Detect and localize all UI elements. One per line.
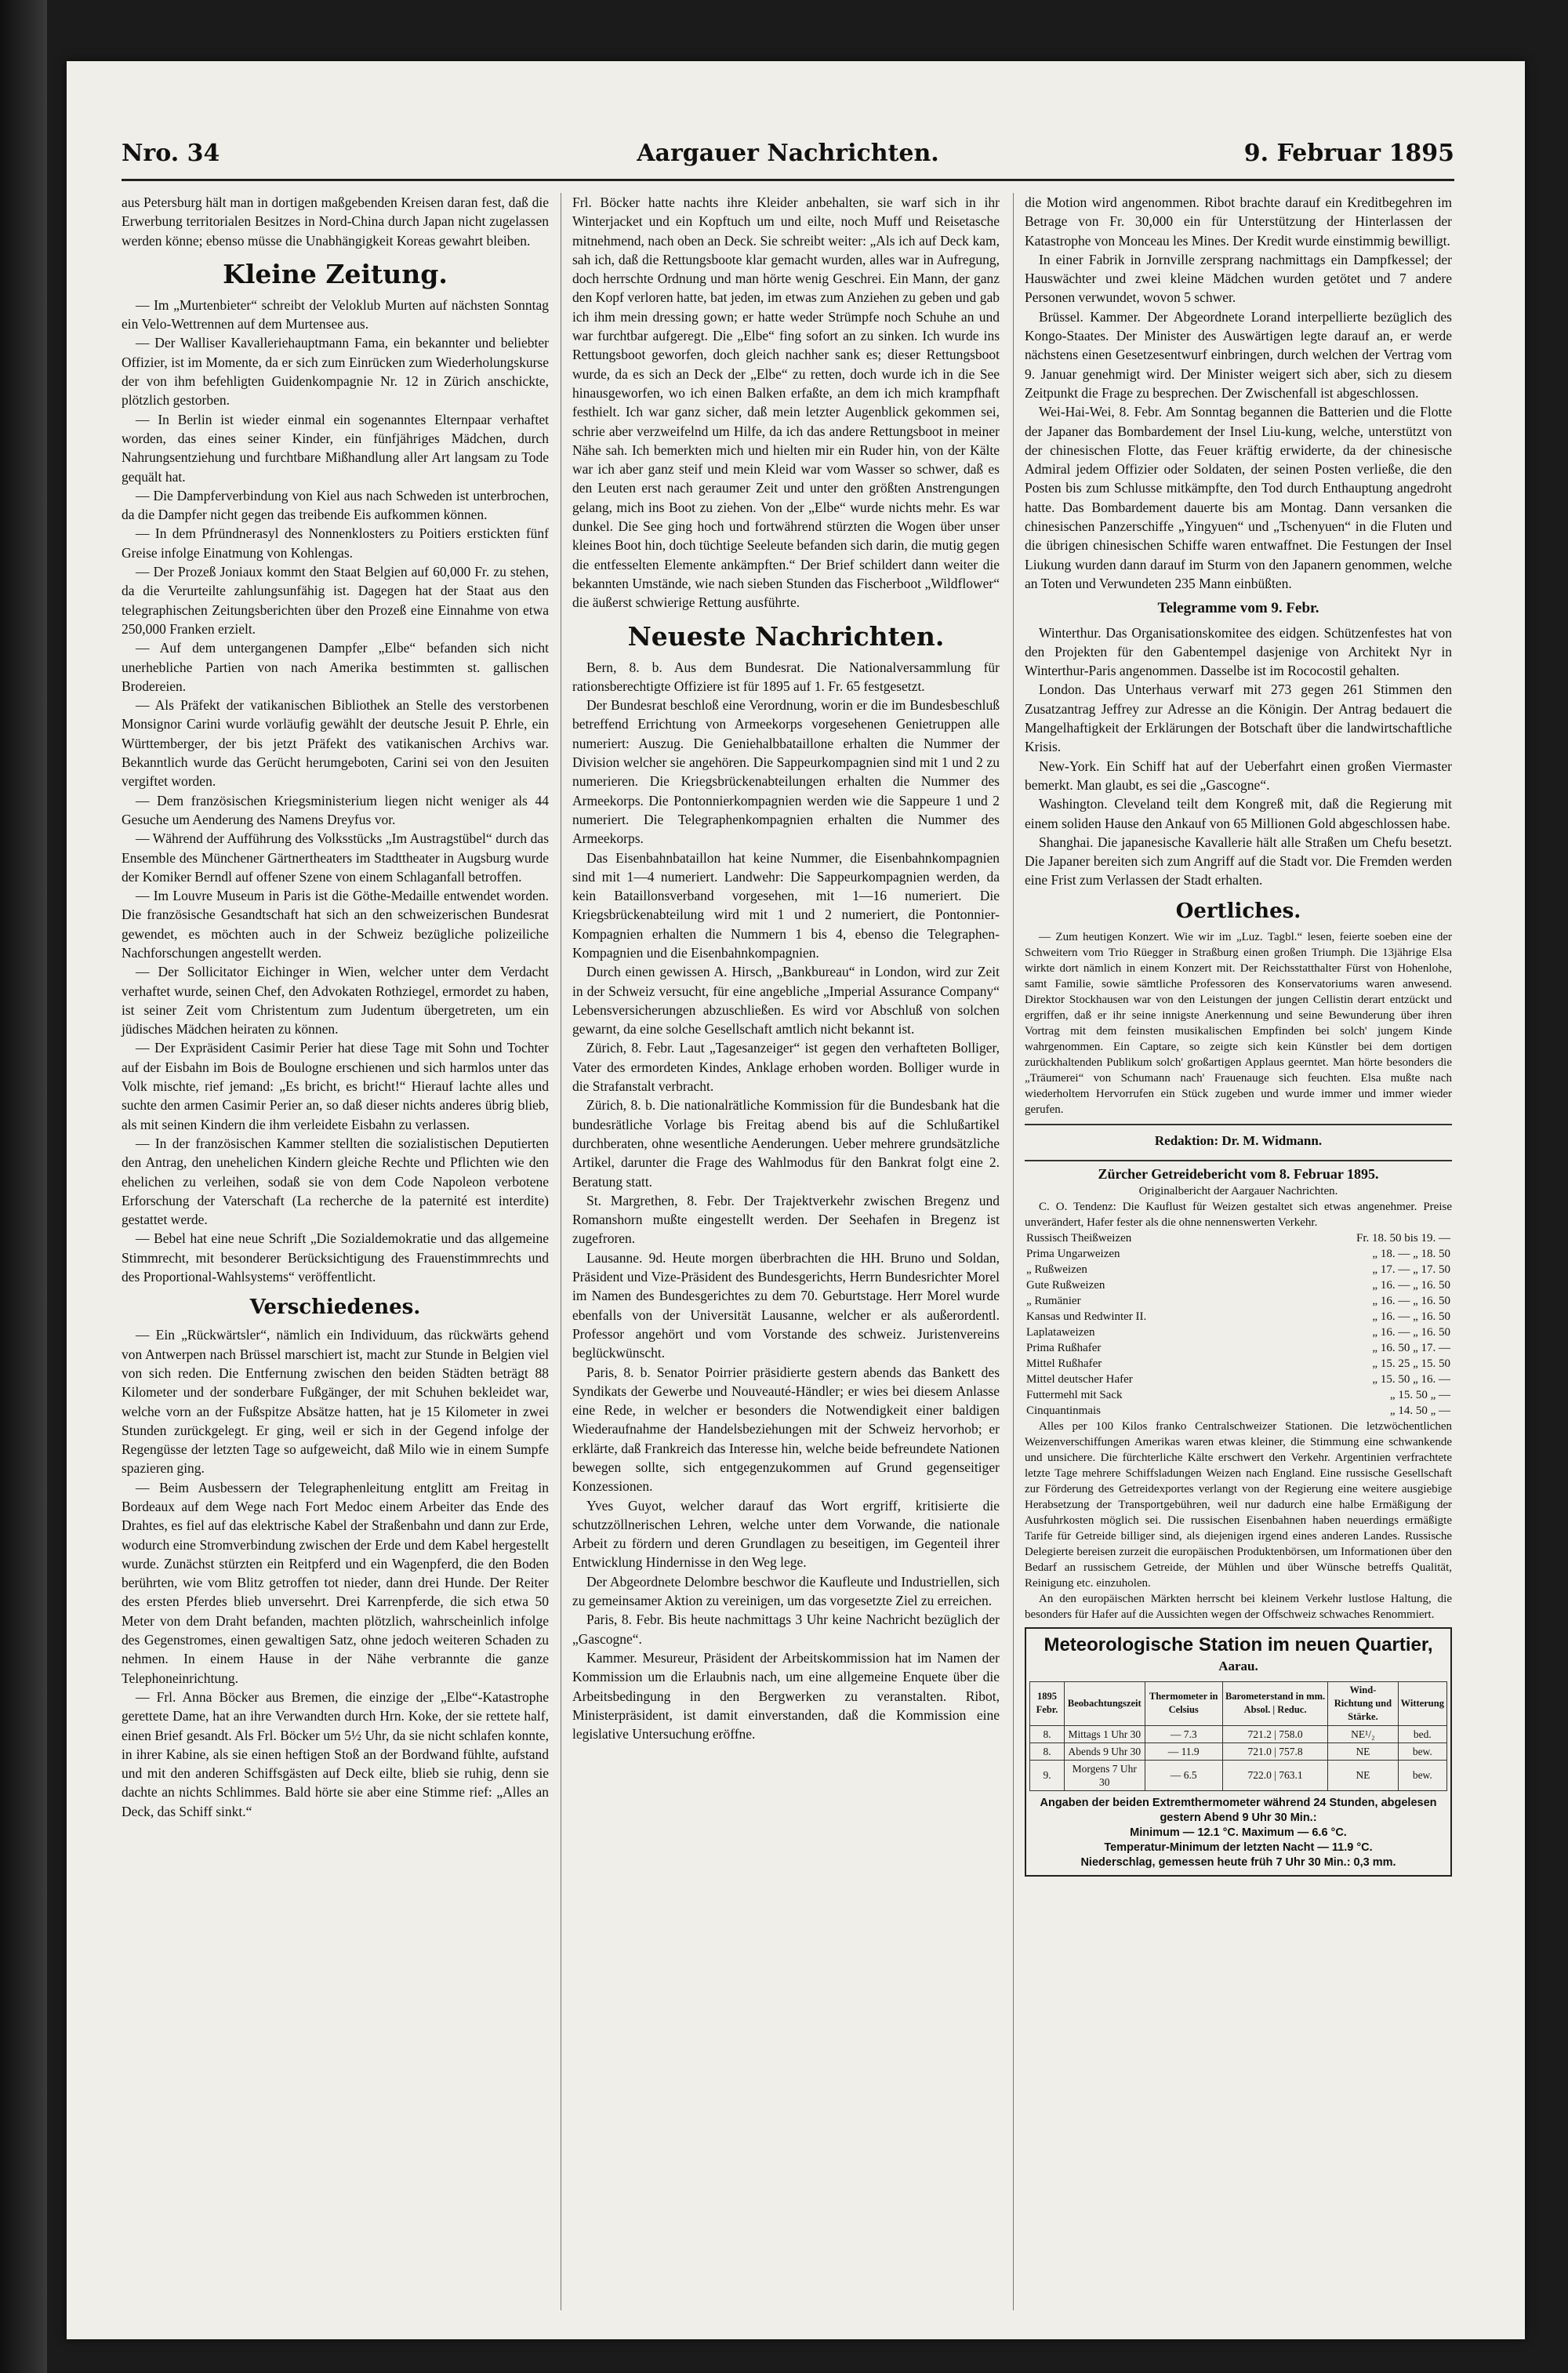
weather-station-box	[1025, 1627, 1452, 1876]
news-item: In einer Fabrik in Jornville zersprang nachmittags ein Dampfkessel; der Hauswächter und zwei kleine Mädchen wurden getötet und 7 andere Personen verwundet, wovon 5 schwer.	[1025, 251, 1452, 306]
news-item: — In Berlin ist wieder einmal ein sogenanntes Elternpaar verhaftet worden, das eines seiner Kinder, ein fünfjähriges Mädchen, durch Nahrungsentziehung und furchtbare Mißhandlung aller Art langsam zu Tode gequält hat.	[122, 411, 549, 485]
weather-cell: 9.	[1030, 1760, 1065, 1790]
grain-report-title: Zürcher Getreidebericht vom 8. Februar 1895.	[1098, 1165, 1379, 1182]
grain-row	[1025, 1372, 1452, 1387]
news-item: Paris, 8. b. Senator Poirrier präsidierte gestern abends das Bankett des Syndikats der Gewerbe und Nouveauté-Händler; er wies bei diesem Anlasse eine Rede, in welcher er besonders die Notwendigkeit einer baldigen Wiederaufnahme der Handelsbeziehungen mit der Schweiz hervorhob; er erklärte, daß Frankreich das Interesse hin, welche beide befreundete Nationen bewegen sollte, sich entgegenzukommen auf Grund gegenseitiger Konzessionen.	[572, 1364, 1000, 1495]
grain-name: Kansas und Redwinter II.	[1026, 1310, 1147, 1324]
news-item: — Der Walliser Kavalleriehauptmann Fama, ein bekannter und beliebter Offizier, ist im Momente, da er sich zum Einrücken zum Wiederholungskurse der von ihm befehligten Guidenkompagnie Nr. 12 in Zürich anschickte, plötzlich gestorben.	[122, 335, 549, 409]
grain-price: „ 17. — „ 17. 50	[1372, 1263, 1450, 1277]
grain-row	[1025, 1230, 1452, 1246]
weather-note: Angaben der beiden Extremthermometer während 24 Stunden, abgelesen gestern Abend 9 Uhr 30 Min.:	[1040, 1796, 1437, 1824]
section-title-neueste-nachrichten: Neueste Nachrichten.	[627, 620, 945, 652]
grain-row	[1025, 1325, 1452, 1340]
column-rule	[1013, 193, 1014, 2310]
news-item: Der Bundesrat beschloß eine Verordnung, worin er die im Bundesbeschluß betreffend Errichtung von Armeekorps vorgesehenen Genietruppen alle numeriert: Auszug. Die Geniehalbbataillone erhalten die Nummer der Division welcher sie angehören. Die Sappeurkompagnien sind mit 1 und 2 zu numerieren. Die Kriegsbrückenabteilungen erhalten die Nummer des Armeekorps. Die Pontonnierkompagnien werden wie die Sappeure 1 und 2 numeriert. Die Telegraphenkompagnien erhalten die Nummer des Armeekorps.	[572, 697, 1000, 847]
news-item: — Während der Aufführung des Volksstücks „Im Austragstübel“ durch das Ensemble des Münchener Gärtnertheaters im Stadttheater in Augsburg wurde der Komiker Berndl auf offener Szene von einem Schlaganfall betroffen.	[122, 830, 549, 885]
grain-name: „ Rumänier	[1026, 1295, 1081, 1308]
news-item: — Dem französischen Kriegsministerium liegen nicht weniger als 44 Gesuche um Aenderung des Namens Dreyfus vor.	[122, 792, 549, 827]
news-item: Zürich, 8. b. Die nationalrätliche Kommission für die Bundesbank hat die bundesrätliche Vorlage bis Freitag abend bis auf die Schlußartikel durchberaten, ohne wesentliche Aenderungen. Ueber mehrere grundsätzliche Artikel, darunter die Frage des Wahlmodus für den Bankrat folgt eine 2. Beratung statt.	[572, 1097, 1000, 1190]
editor-line: Redaktion: Dr. M. Widmann.	[1154, 1132, 1323, 1148]
grain-price: „ 15. 50 „ —	[1389, 1389, 1450, 1402]
grain-row	[1025, 1309, 1452, 1325]
news-item: London. Das Unterhaus verwarf mit 273 gegen 261 Stimmen den Zusatzantrag Jeffrey zur Adresse an die Königin. Der Antrag bedauert die Mangelhaftigkeit der Erklärungen der Botschaft über die landwirtschaftliche Krisis.	[1025, 681, 1452, 755]
section-title-kleine-zeitung: Kleine Zeitung.	[223, 258, 448, 289]
newspaper-page	[67, 61, 1525, 2339]
scan-dark-edge	[0, 0, 47, 2373]
weather-row	[1030, 1725, 1447, 1743]
grain-report-subtitle: Originalbericht der Aargauer Nachrichten.	[1138, 1185, 1338, 1198]
news-item: — Frl. Anna Böcker aus Bremen, die einzige der „Elbe“-Katastrophe gerettete Dame, hat an ihre Verwandten durch Hrn. Koke, der sie rettete half, einen Brief gesandt. Als Frl. Böcker um 5½ Uhr, da sie nicht schlafen konnte, in ihrer Kabine, als sie einen heftigen Stoß an der Bordwand fühlte, aufstand und mit den anderen Schiffsgästen auf Deck eilte, blieb sie ruhig, denn sie dachte an nichts Schlimmes. Bald hörte sie aber eine Stimme rief: „Alles an Deck, das Schiff sinkt.“	[122, 1688, 549, 1819]
grain-row	[1025, 1262, 1452, 1277]
grain-row	[1025, 1387, 1452, 1403]
weather-cell: — 7.3	[1145, 1725, 1222, 1743]
weather-station-title: Meteorologische Station im neuen Quartier,	[1044, 1634, 1433, 1656]
news-item: — Der Sollicitator Eichinger in Wien, welcher unter dem Verdacht verhaftet wurde, seinen Chef, den Advokaten Rothziegel, ermordet zu haben, ist seiner Zeit vom Christentum zum Judentum übergetreten, um ein jüdisches Mädchen heiraten zu können.	[122, 964, 549, 1038]
news-item: Das Eisenbahnbataillon hat keine Nummer, die Eisenbahnkompagnien sind mit 1—4 numeriert. Landwehr: Die Sappeurkompagnien werden, da kein Bataillonsverband vorgesehen, mit 1—16 numeriert. Die Kriegsbrückenabteilung wird mit 1 und 2 numeriert, die Pontonnier-Kompagnien erhalten die Nummern 1 bis 4, ebenso die Telegraphen-Kompagnien und die Eisenbahnkompagnien.	[572, 849, 1000, 961]
article-text: die Motion wird angenommen. Ribot brachte darauf ein Kreditbegehren im Betrage von Fr. 30,000 ein für Unterstützung der Hinterlassen der Katastrophe von Monceau les Mines. Der Kredit wurde einstimmig bewilligt.	[1025, 194, 1452, 249]
grain-price: Fr. 18. 50 bis 19. —	[1356, 1232, 1450, 1245]
news-item: St. Margrethen, 8. Febr. Der Trajektverkehr zwischen Bregenz und Romanshorn mußte eingestellt werden. Der Seehafen in Bregenz ist zugefroren.	[572, 1192, 1000, 1247]
divider	[1025, 1124, 1452, 1125]
news-item: — Ein „Rückwärtsler“, nämlich ein Individuum, das rückwärts gehend von Antwerpen nach Brüssel marschiert ist, macht zur Stunde in Belgien viel von sich reden. Die Entfernung zwischen den beiden Städten beträgt 88 Kilometer und der sonderbare Fußgänger, der mit Schuhen bekleidet war, welche vorn an der Fußspitze Absätze hatten, hat je 15 Kilometer in zwei Stunden zurückgelegt. Er ging, weil er sich in der Gegend infolge der Regengüsse der letzten Tage so aufgeweicht, daß Milo wie in einem Sumpfe spazieren ging.	[122, 1327, 549, 1477]
weather-cell: 8.	[1030, 1725, 1065, 1743]
news-item: Der Abgeordnete Delombre beschwor die Kaufleute und Industriellen, sich zu gemeinsamer Aktion zu vereinigen, um das vorgesetzte Ziel zu erreichen.	[572, 1573, 1000, 1609]
news-item: — Zum heutigen Konzert. Wie wir im „Luz. Tagbl.“ lesen, feierte soeben eine der Schweitern vom Trio Rüegger in Straßburg einen großen Triumph. Die 13jährige Elsa wirkte dort nämlich in einem Konzert mit. Der Reichsstatthalter Fürst von Hohenlohe, samt Familie, sowie sämtliche Professoren des Konservatoriums waren anwesend. Direktor Stockhausen war von den Leistungen der jungen Cellistin derart entzückt und ergriffen, daß er ihr seine innigste Anerkennung und seine Bewunderung über ihren Vortrag mit dem feinsten musikalischen Empfinden bei solch' jungem Kinde wahrgenommen. Ein Captare, so zeigte sich kein Künstler bei dem dortigen zurückhaltenden Publikum solch' großartigen Applaus geerntet. Man hörte besonders die „Träumerei“ von Schumann nach' Frauenauge sich feuchten. Elsa mußte nach wiederholtem Hervorrufen ein Stück zugeben und wurde immer und immer wieder gerufen.	[1025, 930, 1452, 1116]
weather-note: Minimum — 12.1 °C. Maximum — 6.6 °C.	[1130, 1826, 1347, 1839]
news-item: Winterthur. Das Organisationskomitee des eidgen. Schützenfestes hat von den Projekten für den Gabentempel dasjenige von Architekt Nyr in Winterthur-Paris angenommen. Dasselbe ist im Rococostil gehalten.	[1025, 624, 1452, 679]
grain-report-intro: C. O. Tendenz: Die Kauflust für Weizen gestaltet sich etwas angenehmer. Preise unverändert, Hafer fester als die ohne nennenswerten Verkehr.	[1025, 1201, 1452, 1230]
grain-row	[1025, 1356, 1452, 1372]
page-header	[122, 140, 1454, 181]
grain-name: Futtermehl mit Sack	[1026, 1389, 1123, 1402]
grain-price: „ 16. — „ 16. 50	[1372, 1295, 1450, 1308]
article-text: aus Petersburg hält man in dortigen maßgebenden Kreisen daran fest, daß die Erwerbung territorialen Besitzes in Nord-China durch Japan nicht zugelassen werden könne; ebenso müsse die Unabhängigkeit Koreas gewahrt bleiben.	[122, 194, 549, 249]
news-item: New-York. Ein Schiff hat auf der Ueberfahrt einen großen Viermaster bemerkt. Man glaubt, es sei die „Gascogne“.	[1025, 758, 1452, 793]
news-item: — Als Präfekt der vatikanischen Bibliothek an Stelle des verstorbenen Monsignor Carini wurde vorläufig gewählt der deutsche Jesuit P. Ehrle, ein Württemberger, der bis jetzt Präfekt des vatikanischen Archivs war. Bekanntlich wurde das Gerücht herumgeboten, Carini sei von den Jesuiten vergiftet worden.	[122, 697, 549, 790]
weather-cell: bew.	[1398, 1743, 1446, 1760]
grain-report-note: Alles per 100 Kilos franko Centralschweizer Stationen. Die letzwöchentlichen Weizenverschiffungen Amerikas waren etwas kleiner, die Stimmung eine schwankende und unsichere. Die fürchterliche Kälte erschwert den Verkehr. Argentinien verfrachtete letzte Tage mehrere Schiffsladungen Weizen nach England. Eine russische Gesellschaft zur Förderung des Getreidexportes verlangt von der Regierung eine weitere ausgiebige Herabsetzung der Transportgebühren, weil nur dadurch eine halbe Ermäßigung der Ausfuhrkosten möglich sei. Die russischen Eisenbahnen haben neuerdings ermäßigte Tarife für Getreide billiger sind, als diejenigen irgend eines anderen Landes. Russische Delegierte bereisen zurzeit die europäischen Produktenbörsen, um Informationen über den Bedarf an russischem Getreide, der Mühlen und über Wünsche betreffs Qualität, Reinigung etc. einzuholen.	[1025, 1420, 1452, 1590]
grain-price-table	[1025, 1230, 1452, 1419]
weather-cell: 8.	[1030, 1743, 1065, 1760]
weather-cell: bew.	[1398, 1760, 1446, 1790]
news-item: — Im „Murtenbieter“ schreibt der Veloklub Murten auf nächsten Sonntag ein Velo-Wettrennen auf dem Murtensee aus.	[122, 296, 549, 333]
weather-cell: NE	[1328, 1743, 1398, 1760]
weather-note: Temperatur-Minimum der letzten Nacht — 11.9 °C.	[1104, 1841, 1373, 1854]
grain-row	[1025, 1277, 1452, 1293]
grain-name: Mittel deutscher Hafer	[1026, 1373, 1133, 1386]
weather-header: 1895 Febr.	[1030, 1681, 1065, 1725]
weather-cell: Mittags 1 Uhr 30	[1065, 1725, 1145, 1743]
grain-name: „ Rußweizen	[1026, 1263, 1087, 1277]
grain-name: Mittel Rußhafer	[1026, 1357, 1102, 1371]
grain-price: „ 14. 50 „ —	[1389, 1405, 1450, 1418]
weather-note: Niederschlag, gemessen heute früh 7 Uhr 30 Min.: 0,3 mm.	[1080, 1855, 1396, 1869]
grain-row	[1025, 1340, 1452, 1356]
weather-cell: Morgens 7 Uhr 30	[1065, 1760, 1145, 1790]
weather-cell: 721.0 | 757.8	[1222, 1743, 1327, 1760]
news-item: Lausanne. 9d. Heute morgen überbrachten die HH. Bruno und Soldan, Präsident und Vize-Präsident des Bundesgerichts, Herrn Bundesrichter Morel im Namen des Bundesgerichtes zu dem 70. Geburtstage. Herr Morel wurde ebenfalls von der Universität Lausanne, welcher er als außerordentl. Professor angehört und vom Vorstande des schweiz. Juristenvereins beglückwünscht.	[572, 1249, 1000, 1361]
grain-row	[1025, 1293, 1452, 1309]
news-item: — Die Dampferverbindung von Kiel aus nach Schweden ist unterbrochen, da die Dampfer nicht gegen das treibende Eis aufkommen können.	[122, 487, 549, 523]
weather-header: Beobachtungszeit	[1065, 1681, 1145, 1725]
news-item: — Beim Ausbessern der Telegraphenleitung entglitt am Freitag in Bordeaux auf dem Wege nach Fort Medoc einem Arbeiter das Ende des Drahtes, es fiel auf das elektrische Kabel der Straßenbahn und dann zur Erde, wodurch eine Stromverbindung zwischen der Erde und dem Kabel hergestellt wurde. Zunächst stürzten ein Reitpferd und ein Wagenpferd, die den Boden berührten, wie vom Blitz getroffen tot nieder, dann drei Hunde. Der Reiter des ersten Pferdes blieb unversehrt. Drei Karrenpferde, die sich etwa 50 Meter von dem Draht befanden, machten plötzlich, wahrscheinlich infolge des Gegenstromes, einen gewaltigen Satz, ohne jedoch weiteren Schaden zu nehmen. In einem Hause in der Nähe verbrannte die ganze Telephoneinrichtung.	[122, 1479, 549, 1686]
news-item: — Der Expräsident Casimir Perier hat diese Tage mit Sohn und Tochter auf der Eisbahn im Bois de Boulogne erschienen und sich harmlos unter das Volk mischte, rief jemand: „Es bricht, es bricht!“ Hierauf lachte alles und suchte den armen Casimir Perier an, so daß dieser nichts anderes übrig blieb, als mit seinen Kindern die ihm verleidete Eisbahn zu verlassen.	[122, 1040, 549, 1132]
column-1	[122, 193, 549, 1821]
grain-name: Cinquantinmais	[1026, 1405, 1101, 1418]
grain-name: Gute Rußweizen	[1026, 1279, 1105, 1292]
newspaper-title: Aargauer Nachrichten.	[637, 140, 939, 167]
news-item: Paris, 8. Febr. Bis heute nachmittags 3 Uhr keine Nachricht bezüglich der „Gascogne“.	[572, 1612, 1000, 1647]
grain-row	[1025, 1403, 1452, 1419]
weather-header: Barometerstand in mm. Absol. | Reduc.	[1222, 1681, 1327, 1725]
weather-station-location: Aarau.	[1218, 1659, 1258, 1674]
weather-header: Thermometer in Celsius	[1145, 1681, 1222, 1725]
grain-report-note: An den europäischen Märkten herrscht bei kleinem Verkehr lustlose Haltung, die besonders für Hafer auf die Aussichten wegen der Offschweiz schwaches Renommiert.	[1025, 1593, 1452, 1622]
news-item: Wei-Hai-Wei, 8. Febr. Am Sonntag begannen die Batterien und die Flotte der Japaner das Bombardement der Insel Liu-kung, welche, unterstützt von der chinesischen Flotte, das Feuer kräftig erwiderte, da der chinesische Admiral jedem Offizier oder Soldaten, der seinen Posten verließe, die den Posten bis zum Schlusse mitkämpfte, den Tod durch Enthauptung angedroht hatte. Das Bombardement dauerte bis am Montag. Dann versanken die chinesischen Panzerschiffe „Yingyuen“ und „Tschenyuen“ in die Fluten und die übrigen chinesischen Schiffe waren entwaffnet. Die Festungen der Insel Liukung wurden dann darauf im Sturm von den Japanern genommen, welche an Toten und Verwundeten 235 Mann einbüßten.	[1025, 404, 1452, 591]
grain-price: „ 16. — „ 16. 50	[1372, 1326, 1450, 1339]
weather-cell: NE¹/₂	[1328, 1725, 1398, 1743]
weather-cell: bed.	[1398, 1725, 1446, 1743]
news-item: — Auf dem untergangenen Dampfer „Elbe“ befanden sich nicht unerhebliche Partien von nach Amerika bestimmten st. gallischen Brodereien.	[122, 640, 549, 694]
news-item: Bern, 8. b. Aus dem Bundesrat. Die Nationalversammlung für rationsberechtigte Offiziere ist für 1895 auf 1. Fr. 65 festgesetzt.	[572, 659, 1000, 694]
section-title-verschiedenes: Verschiedenes.	[249, 1296, 421, 1320]
news-item: — Im Louvre Museum in Paris ist die Göthe-Medaille entwendet worden. Die französische Gesandtschaft hat sich an den schweizerischen Bundesrat gewendet, es möchten auch in der Schweiz bezügliche polizeiliche Nachforschungen angestellt werden.	[122, 888, 549, 961]
weather-row	[1030, 1760, 1447, 1790]
grain-name: Prima Rußhafer	[1026, 1342, 1102, 1355]
news-item: — Der Prozeß Joniaux kommt den Staat Belgien auf 60,000 Fr. zu stehen, da die Verurteilte zahlungsunfähig ist. Dagegen hat der Staat aus den telegraphischen Zeitungsberichten über den Prozeß eine Einnahme von etwa 250,000 Franken erzielt.	[122, 564, 549, 637]
news-item: — Bebel hat eine neue Schrift „Die Sozialdemokratie und das allgemeine Stimmrecht, mit besonderer Berücksichtigung des Frauenstimmrechts und des Proportional-Wahlsystems“ veröffentlicht.	[122, 1230, 549, 1285]
grain-price: „ 15. 50 „ 16. —	[1372, 1373, 1450, 1386]
grain-price: „ 16. — „ 16. 50	[1372, 1279, 1450, 1292]
section-title-oertliches: Oertliches.	[1175, 899, 1301, 923]
grain-name: Laplataweizen	[1026, 1326, 1095, 1339]
news-item: Yves Guyot, welcher darauf das Wort ergriff, kritisierte die schutzzöllnerischen Lehren, welche unter dem Vorwande, die nationale Arbeit zu fördern und deren Grundlagen zu beseitigen, im Gegenteil ihrer Entwicklung Hindernisse in den Weg lege.	[572, 1497, 1000, 1571]
news-item: Durch einen gewissen A. Hirsch, „Bankbureau“ in London, wird zur Zeit in der Schweiz versucht, für eine angebliche „Imperial Assurance Company“ Lebensversicherungen abzuschließen. Es wird vor Abschluß von solchen gewarnt, da eine solche Gesellschaft amtlich nicht bekannt ist.	[572, 964, 1000, 1038]
grain-price: „ 18. — „ 18. 50	[1372, 1248, 1450, 1261]
weather-cell: 722.0 | 763.1	[1222, 1760, 1327, 1790]
news-item: Zürich, 8. Febr. Laut „Tagesanzeiger“ ist gegen den verhafteten Bolliger, Vater des ermordeten Kindes, Anklage erhoben worden. Bolliger wurde in die Strafanstalt verbracht.	[572, 1040, 1000, 1095]
news-item: Brüssel. Kammer. Der Abgeordnete Lorand interpellierte bezüglich des Kongo-Staates. Der Minister des Auswärtigen legte darauf an, er werde nächstens einen Gesetzesentwurf einbringen, durch welchen der Vertrag vom 9. Januar genehmigt wird. Der Minister weigert sich aber, sich zu diesem Zeitpunkt die Frage zu besprechen. Der Zwischenfall ist abgeschlossen.	[1025, 308, 1452, 401]
weather-cell: — 6.5	[1145, 1760, 1222, 1790]
issue-date: 9. Februar 1895	[1243, 140, 1454, 167]
weather-cell: Abends 9 Uhr 30	[1065, 1743, 1145, 1760]
news-item: Kammer. Mesureur, Präsident der Arbeitskommission hat im Namen der Kommission um die Erlaubnis nach, um eine allgemeine Enquete über die Arbeitsbedingung in den Bergwerken zu veranstalten. Ribot, Ministerpräsident, ist damit einverstanden, daß die Kommission eine legislative Untersuchung eröffne.	[572, 1649, 1000, 1743]
column-2	[572, 193, 1000, 1743]
grain-name: Russisch Theißweizen	[1026, 1232, 1132, 1245]
weather-notes	[1029, 1796, 1447, 1870]
article-text: Frl. Böcker hatte nachts ihre Kleider anbehalten, sie warf sich in ihr Winterjacket und ein Kopftuch um und eilte, noch Muff und Reisetasche mitnehmend, nach oben an Deck. Sie schreibt weiter: „Als ich auf Deck kam, sah ich, daß die Rettungsboote klar gemacht wurden, alles war in Aufregung, doch herrschte Ordnung und man hörte wenig Geschrei. Ein Mann, der ganz den Kopf verloren hatte, bat jeden, im etwas zum Anziehen zu geben und gab ich ihm mein dressing gown; er hatte weder Strümpfe noch Schuhe an und war furchtbar aufgeregt. Die „Elbe“ fing sofort an zu sinken. Ich wurde ins Rettungsboot geworfen, doch gleich nachher sank es; dieser Rettungsboot wurde, da es sich an Deck der „Elbe“ zu retten, doch wurde ich in die See hinausgeworfen, wo ich einen Balken erfaßte, an dem ich mich krampfhaft festhielt. Ich war ganz sicher, daß mein letzter Augenblick gekommen sei, schrie aber verzweifelnd um Hilfe, da ich das andere Rettungsboot in meiner Nähe sah. Ich bemerkten mich und hielten mir ein Ruder hin, von der Kälte war ich aber ganz steif und mein Kleid war vom Wasser so schwer, daß es den Leuten erst nach geraumer Zeit und unter den größten Anstrengungen gelang, mich ins Boot zu ziehen. Von der „Elbe“ wurde nichts mehr. Es war dunkel. Die See ging hoch und fortwährend stürzten die Wogen über unser kleines Boot hin, doch tüchtige Seeleute befanden sich darin, die mutig gegen die entfesselten Elemente ankämpften.“ Der Brief schildert dann weiter die bekannten Umstände, wie nach sieben Stunden das Fischerboot „Wildflower“ die äußerst schwierige Rettung ausführte.	[572, 194, 1000, 611]
grain-row	[1025, 1246, 1452, 1262]
weather-cell: 721.2 | 758.0	[1222, 1725, 1327, 1743]
weather-cell: NE	[1328, 1760, 1398, 1790]
grain-price: „ 16. 50 „ 17. —	[1372, 1342, 1450, 1355]
divider	[1025, 1160, 1452, 1161]
weather-cell: — 11.9	[1145, 1743, 1222, 1760]
section-title-telegramme: Telegramme vom 9. Febr.	[1157, 600, 1319, 617]
news-item: — In der französischen Kammer stellten die sozialistischen Deputierten den Antrag, den unehelichen Kindern gleiche Rechte und Pflichten wie den ehelichen zu verleihen, sodaß sie von dem Code Napoleon verbotene Erforschung der Vaterschaft (La recherche de la paternité est interdite) gestattet werde.	[122, 1135, 549, 1228]
issue-number: Nro. 34	[122, 140, 220, 167]
grain-name: Prima Ungarweizen	[1026, 1248, 1120, 1261]
weather-table	[1029, 1681, 1447, 1791]
news-item: Shanghai. Die japanesische Kavallerie hält alle Straßen um Chefu besetzt. Die Japaner bereiten sich zum Angriff auf die Stadt vor. Die Fremden werden eine Frist zum Verlassen der Stadt erhalten.	[1025, 834, 1452, 889]
news-item: — In dem Pfründnerasyl des Nonnenklosters zu Poitiers erstickten fünf Greise infolge Einatmung von Kohlengas.	[122, 525, 549, 561]
weather-row	[1030, 1743, 1447, 1760]
news-item: Washington. Cleveland teilt dem Kongreß mit, daß die Regierung mit einem soliden Hause den Ankauf von 65 Millionen Gold abgeschlossen habe.	[1025, 796, 1452, 831]
weather-header: Wind-Richtung und Stärke.	[1328, 1681, 1398, 1725]
weather-header: Witterung	[1398, 1681, 1446, 1725]
grain-price: „ 16. — „ 16. 50	[1372, 1310, 1450, 1324]
grain-price: „ 15. 25 „ 15. 50	[1372, 1357, 1450, 1371]
column-3	[1025, 193, 1452, 1877]
